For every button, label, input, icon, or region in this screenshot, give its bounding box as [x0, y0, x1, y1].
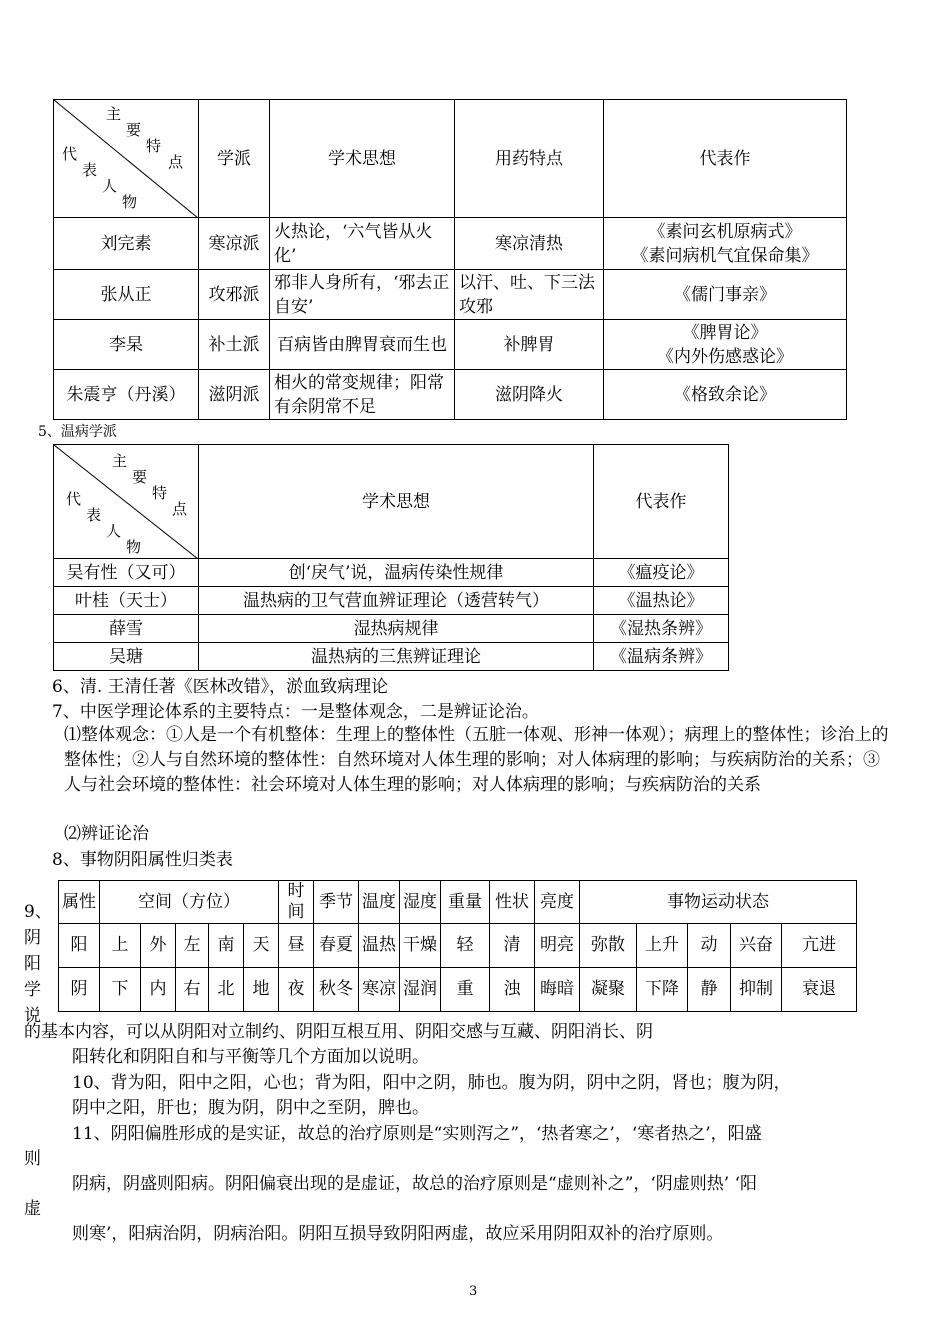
cell-yin: 衰退 — [782, 968, 857, 1012]
header-motion: 事物运动状态 — [580, 881, 857, 924]
table-row — [54, 270, 847, 320]
cell-person: 李杲 — [54, 320, 199, 370]
diagonal-header-cell — [54, 100, 199, 218]
header-drug: 用药特点 — [455, 100, 604, 218]
cell-yang: 动 — [688, 924, 731, 968]
cell-school: 补土派 — [199, 320, 270, 370]
paragraph-6: 6、清. 王清任著《医林改错》，淤血致病理论 — [52, 677, 389, 697]
cell-yang: 昼 — [279, 924, 314, 968]
table-row — [54, 320, 847, 370]
cell-yang: 干燥 — [400, 924, 441, 968]
cell-works: 《格致余论》 — [604, 370, 847, 420]
cell-person: 刘完素 — [54, 218, 199, 270]
header-attr: 属性 — [59, 881, 100, 924]
cell-thought: 火热论，‘六气皆从火化’ — [270, 218, 455, 270]
header-character: 性状 — [490, 881, 535, 924]
cell-yin: 下降 — [637, 968, 688, 1012]
table-yinyang-attributes — [58, 880, 857, 1012]
cell-works: 《儒门事亲》 — [604, 270, 847, 320]
diag-bottom-char: 代 — [62, 145, 78, 163]
paragraph-11-wrap1: 则 — [24, 1149, 41, 1169]
table-febrile-school — [53, 444, 729, 671]
cell-works: 《素问玄机原病式》 《素问病机气宜保命集》 — [604, 218, 847, 270]
paragraph-11-line2: 阴病，阴盛则阳病。阴阳偏衰出现的是虚证，故总的治疗原则是“虚则补之”，‘阴虚则热’ ‘阳 — [72, 1174, 757, 1194]
diag-top-char: 要 — [126, 121, 142, 139]
cell-yin: 夜 — [279, 968, 314, 1012]
diag-bottom-char: 表 — [86, 506, 102, 524]
cell-yang: 上升 — [637, 924, 688, 968]
cell-drug: 滋阴降火 — [455, 370, 604, 420]
diag-top-char: 点 — [172, 500, 188, 518]
cell-drug: 寒凉清热 — [455, 218, 604, 270]
table-row — [54, 615, 729, 643]
diag-bottom-char: 代 — [66, 490, 82, 508]
table-row — [54, 218, 847, 270]
table-row — [54, 370, 847, 420]
diag-bottom-char: 表 — [82, 161, 98, 179]
section-title-5: 5、温病学派 — [38, 424, 117, 440]
paragraph-9-line1: 的基本内容，可以从阴阳对立制约、阴阳互根互用、阴阳交感与互藏、阴阳消长、阴 — [24, 1022, 653, 1042]
table-row-yin — [59, 968, 857, 1012]
cell-person: 朱震亨（丹溪） — [54, 370, 199, 420]
cell-school: 滋阴派 — [199, 370, 270, 420]
table-row-yang — [59, 924, 857, 968]
cell-yin: 寒凉 — [359, 968, 400, 1012]
diag-top-char: 主 — [112, 452, 128, 470]
cell-yang: 温热 — [359, 924, 400, 968]
cell-yang: 天 — [244, 924, 279, 968]
cell-yang: 亢进 — [782, 924, 857, 968]
cell-yin: 阴 — [59, 968, 100, 1012]
cell-thought: 邪非人身所有，‘邪去正自安’ — [270, 270, 455, 320]
cell-yang: 弥散 — [580, 924, 637, 968]
cell-yang: 阳 — [59, 924, 100, 968]
cell-thought: 百病皆由脾胃衰而生也 — [270, 320, 455, 370]
cell-yin: 重 — [441, 968, 490, 1012]
diag-bottom-char: 物 — [122, 193, 138, 211]
table-row — [54, 559, 729, 587]
diag-bottom-char: 人 — [106, 522, 122, 540]
diagonal-header-cell — [54, 445, 199, 559]
diag-top-char: 特 — [146, 137, 162, 155]
cell-yang: 春夏 — [314, 924, 359, 968]
cell-drug: 补脾胃 — [455, 320, 604, 370]
diag-top-char: 特 — [152, 484, 168, 502]
header-time: 时间 — [279, 881, 314, 924]
cell-yang: 左 — [176, 924, 209, 968]
cell-works: 《温热论》 — [594, 587, 729, 615]
diag-top-char: 要 — [132, 468, 148, 486]
header-brightness: 亮度 — [535, 881, 580, 924]
paragraph-9-line2: 阳转化和阴阳自和与平衡等几个方面加以说明。 — [72, 1047, 429, 1067]
cell-school: 寒凉派 — [199, 218, 270, 270]
cell-yang: 明亮 — [535, 924, 580, 968]
cell-yin: 地 — [244, 968, 279, 1012]
table-row — [54, 587, 729, 615]
header-thought: 学术思想 — [199, 445, 594, 559]
paragraph-8: 8、事物阴阳属性归类表 — [52, 850, 233, 870]
cell-yang: 上 — [100, 924, 141, 968]
header-weight: 重量 — [441, 881, 490, 924]
diag-bottom-char: 人 — [102, 177, 118, 195]
header-works: 代表作 — [594, 445, 729, 559]
cell-yang: 外 — [141, 924, 176, 968]
header-temperature: 温度 — [359, 881, 400, 924]
cell-person: 薛雪 — [54, 615, 199, 643]
cell-person: 吴有性（又可） — [54, 559, 199, 587]
cell-thought: 相火的常变规律；阳常有余阴常不足 — [270, 370, 455, 420]
cell-works: 《瘟疫论》 — [594, 559, 729, 587]
cell-person: 吴瑭 — [54, 643, 199, 671]
cell-yin: 湿润 — [400, 968, 441, 1012]
cell-yin: 凝聚 — [580, 968, 637, 1012]
header-thought: 学术思想 — [270, 100, 455, 218]
cell-yang: 南 — [209, 924, 244, 968]
header-space: 空间（方位） — [100, 881, 279, 924]
page-number: 3 — [469, 1284, 478, 1299]
cell-yin: 抑制 — [731, 968, 782, 1012]
diag-bottom-char: 物 — [126, 538, 142, 556]
header-humidity: 湿度 — [400, 881, 441, 924]
paragraph-9-side: 9、阴阳学说 — [24, 902, 52, 1026]
cell-thought: 湿热病规律 — [199, 615, 594, 643]
cell-person: 张从正 — [54, 270, 199, 320]
paragraph-7-syndrome: ⑵辨证论治 — [64, 824, 149, 844]
paragraph-11-wrap2: 虚 — [24, 1199, 41, 1219]
cell-yang: 轻 — [441, 924, 490, 968]
cell-yin: 浊 — [490, 968, 535, 1012]
paragraph-10-line2: 阴中之阳，肝也；腹为阴，阴中之至阴，脾也。 — [72, 1098, 429, 1118]
diag-top-char: 点 — [168, 153, 184, 171]
cell-school: 攻邪派 — [199, 270, 270, 320]
paragraph-7-holism: ⑴整体观念：①人是一个有机整体：生理上的整体性（五脏一体观、形神一体观）；病理上的整体性；诊治上的整体性；②人与自然环境的整体性：自然环境对人体生理的影响；对人体病理的影响；与疾病防治的关系；③人与社会环境的整体性：社会环境对人体生理的影响；对人体病理的影响；与疾病防治的关系 — [64, 725, 889, 795]
cell-yang: 兴奋 — [731, 924, 782, 968]
table-row — [54, 643, 729, 671]
cell-yin: 北 — [209, 968, 244, 1012]
cell-yin: 秋冬 — [314, 968, 359, 1012]
header-season: 季节 — [314, 881, 359, 924]
cell-works: 《温病条辨》 — [594, 643, 729, 671]
header-works: 代表作 — [604, 100, 847, 218]
paragraph-11-line1: 11、阴阳偏胜形成的是实证，故总的治疗原则是“实则泻之”，‘热者寒之’，‘寒者热之’，阳盛 — [72, 1124, 762, 1144]
table-medical-schools — [53, 99, 847, 420]
cell-yin: 右 — [176, 968, 209, 1012]
cell-thought: 创‘戾气’说，温病传染性规律 — [199, 559, 594, 587]
paragraph-10-line1: 10、背为阳，阳中之阳，心也；背为阳，阳中之阴，肺也。腹为阴，阴中之阴，肾也；腹为阴， — [72, 1073, 791, 1093]
cell-person: 叶桂（天士） — [54, 587, 199, 615]
cell-yin: 晦暗 — [535, 968, 580, 1012]
cell-drug: 以汗、吐、下三法攻邪 — [455, 270, 604, 320]
cell-yin: 下 — [100, 968, 141, 1012]
cell-thought: 温热病的卫气营血辨证理论（透营转气） — [199, 587, 594, 615]
paragraph-7: 7、中医学理论体系的主要特点：一是整体观念，二是辨证论治。 — [52, 702, 539, 722]
cell-works: 《脾胃论》 《内外伤感惑论》 — [604, 320, 847, 370]
cell-works: 《湿热条辨》 — [594, 615, 729, 643]
diag-top-char: 主 — [106, 105, 122, 123]
cell-yin: 静 — [688, 968, 731, 1012]
cell-yang: 清 — [490, 924, 535, 968]
header-school: 学派 — [199, 100, 270, 218]
cell-thought: 温热病的三焦辨证理论 — [199, 643, 594, 671]
cell-yin: 内 — [141, 968, 176, 1012]
paragraph-11-line3: 则寒’，阳病治阴，阴病治阳。阴阳互损导致阴阳两虚，故应采用阴阳双补的治疗原则。 — [72, 1224, 724, 1244]
